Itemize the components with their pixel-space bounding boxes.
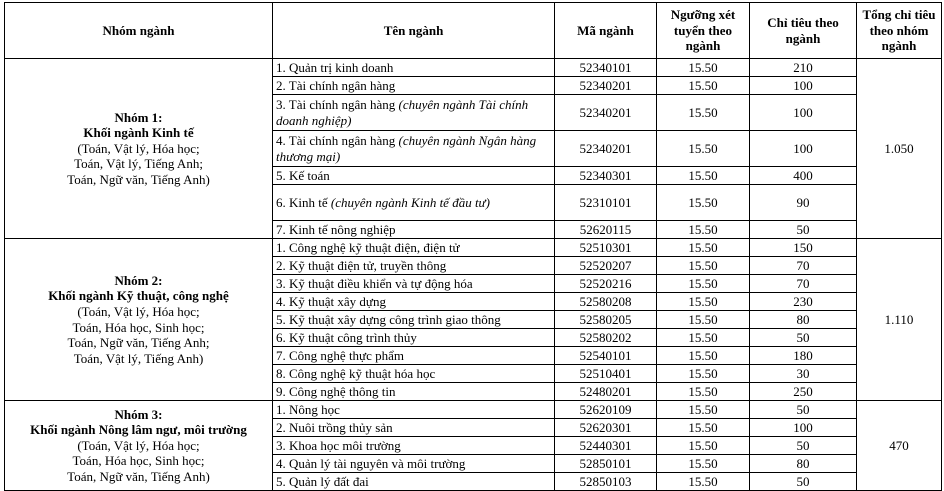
major-quota: 90: [750, 185, 857, 221]
major-name: 3. Kỹ thuật điều khiển và tự động hóa: [276, 275, 473, 291]
major-specialization: (chuyên ngành Tài chính doanh nghiệp): [276, 96, 529, 128]
major-name-cell: [273, 437, 555, 455]
major-name: 2. Kỹ thuật điện tử, truyền thông: [276, 257, 447, 273]
major-name-cell: [273, 257, 555, 275]
major-quota: 180: [750, 347, 857, 365]
major-quota: 50: [750, 221, 857, 239]
major-name-cell: [273, 329, 555, 347]
admission-table: [4, 2, 942, 491]
major-code: 52510401: [555, 365, 657, 383]
major-name: 6. Kỹ thuật công trình thủy: [276, 329, 417, 345]
admission-threshold: 15.50: [657, 167, 750, 185]
header-code: Mã ngành: [555, 3, 657, 59]
group-cell: [5, 239, 273, 401]
subject-combination: Toán, Vật lý, Tiếng Anh): [73, 350, 204, 366]
subject-combination: Toán, Vật lý, Tiếng Anh;: [74, 156, 203, 172]
major-code: 52310101: [555, 185, 657, 221]
admission-threshold: 15.50: [657, 221, 750, 239]
major-quota: 100: [750, 419, 857, 437]
major-name-cell: [273, 311, 555, 329]
major-code: 52620115: [555, 221, 657, 239]
major-code: 52580208: [555, 293, 657, 311]
admission-threshold: 15.50: [657, 437, 750, 455]
admission-threshold: 15.50: [657, 311, 750, 329]
major-code: 52520216: [555, 275, 657, 293]
major-name: 1. Quản trị kinh doanh: [276, 59, 394, 75]
major-name-cell: [273, 131, 555, 167]
major-name: 5. Kế toán: [276, 167, 330, 183]
subject-combination: Toán, Ngữ văn, Tiếng Anh): [67, 468, 210, 484]
major-name: 4. Quản lý tài nguyên và môi trường: [276, 455, 466, 471]
major-quota: 50: [750, 401, 857, 419]
major-name: 8. Công nghệ kỹ thuật hóa học: [276, 365, 436, 381]
major-code: 52580205: [555, 311, 657, 329]
major-name: 9. Công nghệ thông tin: [276, 383, 396, 399]
major-name: 2. Tài chính ngân hàng: [276, 77, 396, 93]
major-name-cell: [273, 77, 555, 95]
major-name-cell: [273, 221, 555, 239]
group-cell: [5, 59, 273, 239]
major-quota: 100: [750, 77, 857, 95]
group-cell: [5, 401, 273, 491]
major-code: 52340201: [555, 131, 657, 167]
admission-threshold: 15.50: [657, 401, 750, 419]
major-name-cell: [273, 293, 555, 311]
major-quota: 100: [750, 131, 857, 167]
table-row: [5, 401, 942, 419]
major-code: 52340101: [555, 59, 657, 77]
table-header: [5, 3, 942, 59]
subject-combination: Toán, Hóa học, Sinh học;: [72, 453, 205, 469]
group-name: Khối ngành Kỹ thuật, công nghệ: [48, 288, 229, 304]
major-quota: 50: [750, 437, 857, 455]
major-code: 52620109: [555, 401, 657, 419]
major-code: 52480201: [555, 383, 657, 401]
major-name: 6. Kinh tế: [276, 194, 331, 210]
group-total-quota: 1.050: [857, 59, 942, 239]
major-code: 52540101: [555, 347, 657, 365]
major-name: 3. Khoa học môi trường: [276, 437, 401, 453]
header-score: Ngưỡng xét tuyển theo ngành: [657, 3, 750, 59]
admission-threshold: 15.50: [657, 455, 750, 473]
major-code: 52580202: [555, 329, 657, 347]
admission-threshold: 15.50: [657, 329, 750, 347]
major-name: 4. Kỹ thuật xây dựng: [276, 293, 386, 309]
group-name: Khối ngành Kinh tế: [83, 125, 194, 141]
major-name-cell: [273, 239, 555, 257]
major-quota: 210: [750, 59, 857, 77]
major-code: 52440301: [555, 437, 657, 455]
subject-combination: Toán, Ngữ văn, Tiếng Anh): [67, 171, 210, 187]
header-group: Nhóm ngành: [5, 3, 273, 59]
table-body: [5, 59, 942, 491]
major-name: 5. Kỹ thuật xây dựng công trình giao thông: [276, 311, 501, 327]
major-code: 52510301: [555, 239, 657, 257]
subject-combination: (Toán, Vật lý, Hóa học;: [77, 303, 200, 319]
admission-threshold: 15.50: [657, 473, 750, 491]
major-name-cell: [273, 365, 555, 383]
major-name: 7. Công nghệ thực phẩm: [276, 347, 405, 363]
table-row: [5, 239, 942, 257]
major-quota: 70: [750, 275, 857, 293]
major-code: 52340301: [555, 167, 657, 185]
major-name: 2. Nuôi trồng thủy sản: [276, 419, 393, 435]
major-quota: 400: [750, 167, 857, 185]
major-name-cell: [273, 59, 555, 77]
group-total-quota: 1.110: [857, 239, 942, 401]
major-quota: 70: [750, 257, 857, 275]
major-code: 52340201: [555, 95, 657, 131]
admission-threshold: 15.50: [657, 383, 750, 401]
group-title: Nhóm 3:: [114, 406, 163, 422]
major-name-cell: [273, 95, 555, 131]
major-quota: 80: [750, 455, 857, 473]
subject-combination: Toán, Hóa học, Sinh học;: [72, 319, 205, 335]
major-quota: 250: [750, 383, 857, 401]
major-quota: 50: [750, 473, 857, 491]
major-specialization: (chuyên ngành Ngân hàng thương mại): [276, 132, 537, 164]
major-quota: 230: [750, 293, 857, 311]
subject-combination: (Toán, Vật lý, Hóa học;: [77, 140, 200, 156]
admission-threshold: 15.50: [657, 257, 750, 275]
group-title: Nhóm 2:: [114, 272, 163, 288]
header-major: Tên ngành: [273, 3, 555, 59]
admission-threshold: 15.50: [657, 185, 750, 221]
major-name-cell: [273, 419, 555, 437]
admission-threshold: 15.50: [657, 293, 750, 311]
admission-threshold: 15.50: [657, 419, 750, 437]
major-code: 52850103: [555, 473, 657, 491]
major-name-cell: [273, 185, 555, 221]
major-quota: 50: [750, 329, 857, 347]
major-specialization: (chuyên ngành Kinh tế đầu tư): [330, 194, 490, 210]
admission-threshold: 15.50: [657, 275, 750, 293]
major-name: 4. Tài chính ngân hàng: [276, 132, 399, 148]
major-name: 1. Công nghệ kỹ thuật điện, điện tử: [276, 239, 460, 255]
group-title: Nhóm 1:: [114, 109, 163, 125]
major-name-cell: [273, 473, 555, 491]
major-quota: 30: [750, 365, 857, 383]
major-name-cell: [273, 275, 555, 293]
major-name-cell: [273, 167, 555, 185]
major-code: 52850101: [555, 455, 657, 473]
major-name: 7. Kinh tế nông nghiệp: [276, 221, 396, 237]
admission-threshold: 15.50: [657, 59, 750, 77]
admission-threshold: 15.50: [657, 239, 750, 257]
major-code: 52620301: [555, 419, 657, 437]
major-quota: 150: [750, 239, 857, 257]
subject-combination: Toán, Ngữ văn, Tiếng Anh;: [67, 335, 210, 351]
table-row: [5, 59, 942, 77]
major-name-cell: [273, 383, 555, 401]
subject-combination: (Toán, Vật lý, Hóa học;: [77, 437, 200, 453]
admission-threshold: 15.50: [657, 347, 750, 365]
major-quota: 100: [750, 95, 857, 131]
header-row: [5, 3, 942, 59]
group-total-quota: 470: [857, 401, 942, 491]
group-name: Khối ngành Nông lâm ngư, môi trường: [30, 422, 247, 438]
major-name: 3. Tài chính ngân hàng: [276, 96, 399, 112]
major-name: 5. Quản lý đất đai: [276, 473, 369, 489]
major-quota: 80: [750, 311, 857, 329]
major-name: 1. Nông học: [276, 401, 340, 417]
admission-threshold: 15.50: [657, 77, 750, 95]
major-code: 52520207: [555, 257, 657, 275]
admission-threshold: 15.50: [657, 131, 750, 167]
header-total: Tổng chỉ tiêu theo nhóm ngành: [857, 3, 942, 59]
major-name-cell: [273, 401, 555, 419]
major-code: 52340201: [555, 77, 657, 95]
header-quota: Chỉ tiêu theo ngành: [750, 3, 857, 59]
major-name-cell: [273, 347, 555, 365]
major-name-cell: [273, 455, 555, 473]
admission-threshold: 15.50: [657, 95, 750, 131]
admission-threshold: 15.50: [657, 365, 750, 383]
